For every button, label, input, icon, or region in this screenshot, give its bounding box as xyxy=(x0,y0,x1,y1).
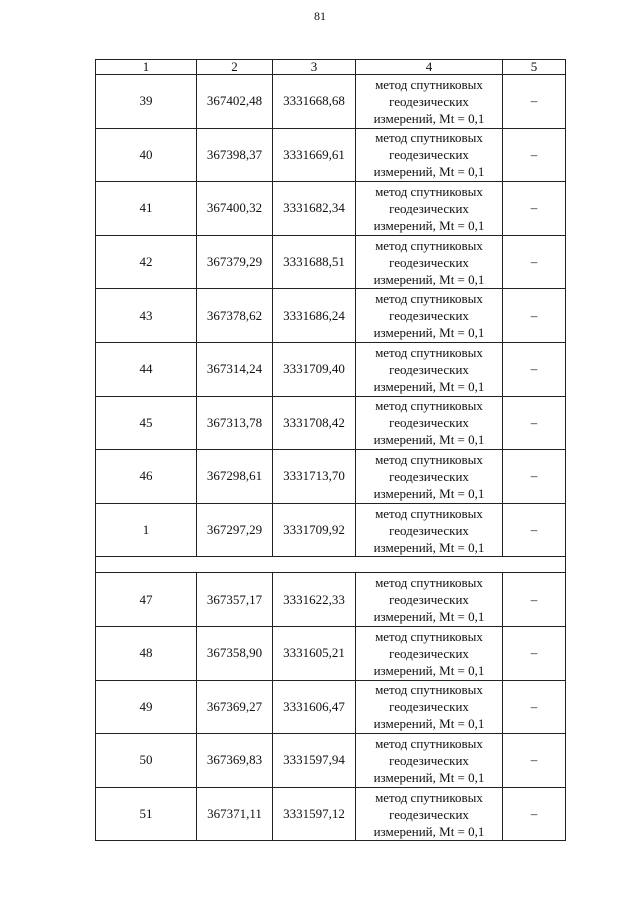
note-cell: – xyxy=(503,75,566,129)
table-row xyxy=(96,289,566,343)
method-line: метод спутниковых xyxy=(375,451,483,467)
method-line: измерений, Mt = 0,1 xyxy=(373,662,485,678)
method-line: геодезических xyxy=(389,200,469,216)
table-row xyxy=(96,75,566,129)
point-number-cell: 45 xyxy=(96,396,197,450)
table-row xyxy=(96,342,566,396)
method-line: геодезических xyxy=(389,468,469,484)
point-number-cell: 46 xyxy=(96,450,197,504)
method-line: измерений, Mt = 0,1 xyxy=(373,823,485,839)
method-cell xyxy=(356,734,503,788)
x-coordinate-cell: 367378,62 xyxy=(197,289,273,343)
method-line: метод спутниковых xyxy=(375,505,483,521)
y-coordinate-cell: 3331686,24 xyxy=(273,289,356,343)
x-coordinate-cell: 367369,83 xyxy=(197,734,273,788)
y-coordinate-cell: 3331622,33 xyxy=(273,573,356,627)
method-cell xyxy=(356,75,503,129)
point-number-cell: 1 xyxy=(96,503,197,557)
table-row xyxy=(96,680,566,734)
point-number-cell: 44 xyxy=(96,342,197,396)
method-line: метод спутниковых xyxy=(375,130,483,146)
method-cell xyxy=(356,573,503,627)
method-line: измерений, Mt = 0,1 xyxy=(373,217,485,233)
method-line: геодезических xyxy=(389,752,469,768)
x-coordinate-cell: 367297,29 xyxy=(197,503,273,557)
table-row xyxy=(96,503,566,557)
y-coordinate-cell: 3331605,21 xyxy=(273,626,356,680)
y-coordinate-cell: 3331682,34 xyxy=(273,182,356,236)
method-line: измерений, Mt = 0,1 xyxy=(373,609,485,625)
method-line: измерений, Mt = 0,1 xyxy=(373,164,485,180)
point-number-cell: 47 xyxy=(96,573,197,627)
method-cell xyxy=(356,680,503,734)
method-line: метод спутниковых xyxy=(375,575,483,591)
method-line: метод спутниковых xyxy=(375,735,483,751)
method-line: геодезических xyxy=(389,699,469,715)
x-coordinate-cell: 367379,29 xyxy=(197,235,273,289)
y-coordinate-cell: 3331713,70 xyxy=(273,450,356,504)
point-number-cell: 42 xyxy=(96,235,197,289)
method-line: геодезических xyxy=(389,592,469,608)
table-row xyxy=(96,182,566,236)
note-cell: – xyxy=(503,128,566,182)
separator-cell xyxy=(96,557,566,573)
table-row xyxy=(96,396,566,450)
note-cell: – xyxy=(503,396,566,450)
header-col-5: 5 xyxy=(503,60,566,75)
y-coordinate-cell: 3331708,42 xyxy=(273,396,356,450)
x-coordinate-cell: 367402,48 xyxy=(197,75,273,129)
header-col-1: 1 xyxy=(96,60,197,75)
method-line: метод спутниковых xyxy=(375,76,483,92)
method-line: геодезических xyxy=(389,93,469,109)
method-line: геодезических xyxy=(389,254,469,270)
y-coordinate-cell: 3331669,61 xyxy=(273,128,356,182)
table-body xyxy=(96,75,566,841)
note-cell: – xyxy=(503,182,566,236)
method-cell xyxy=(356,128,503,182)
method-line: измерений, Mt = 0,1 xyxy=(373,110,485,126)
method-cell xyxy=(356,182,503,236)
point-number-cell: 43 xyxy=(96,289,197,343)
table-row xyxy=(96,626,566,680)
header-col-4: 4 xyxy=(356,60,503,75)
method-cell xyxy=(356,396,503,450)
header-col-2: 2 xyxy=(197,60,273,75)
method-line: метод спутниковых xyxy=(375,789,483,805)
note-cell: – xyxy=(503,235,566,289)
point-number-cell: 49 xyxy=(96,680,197,734)
note-cell: – xyxy=(503,450,566,504)
table-row xyxy=(96,128,566,182)
x-coordinate-cell: 367371,11 xyxy=(197,787,273,841)
note-cell: – xyxy=(503,573,566,627)
method-line: метод спутниковых xyxy=(375,291,483,307)
table-row xyxy=(96,787,566,841)
table-row xyxy=(96,734,566,788)
method-line: измерений, Mt = 0,1 xyxy=(373,485,485,501)
method-line: измерений, Mt = 0,1 xyxy=(373,271,485,287)
separator-row xyxy=(96,557,566,573)
note-cell: – xyxy=(503,503,566,557)
page-number: 81 xyxy=(314,9,326,23)
note-cell: – xyxy=(503,626,566,680)
method-line: измерений, Mt = 0,1 xyxy=(373,325,485,341)
method-line: геодезических xyxy=(389,308,469,324)
method-line: измерений, Mt = 0,1 xyxy=(373,539,485,555)
point-number-cell: 48 xyxy=(96,626,197,680)
method-line: измерений, Mt = 0,1 xyxy=(373,378,485,394)
method-line: геодезических xyxy=(389,645,469,661)
method-line: метод спутниковых xyxy=(375,682,483,698)
y-coordinate-cell: 3331709,92 xyxy=(273,503,356,557)
point-number-cell: 50 xyxy=(96,734,197,788)
point-number-cell: 51 xyxy=(96,787,197,841)
x-coordinate-cell: 367369,27 xyxy=(197,680,273,734)
table-row xyxy=(96,573,566,627)
x-coordinate-cell: 367398,37 xyxy=(197,128,273,182)
point-number-cell: 39 xyxy=(96,75,197,129)
method-cell xyxy=(356,235,503,289)
y-coordinate-cell: 3331688,51 xyxy=(273,235,356,289)
x-coordinate-cell: 367298,61 xyxy=(197,450,273,504)
note-cell: – xyxy=(503,680,566,734)
x-coordinate-cell: 367314,24 xyxy=(197,342,273,396)
y-coordinate-cell: 3331668,68 xyxy=(273,75,356,129)
method-line: геодезических xyxy=(389,806,469,822)
y-coordinate-cell: 3331606,47 xyxy=(273,680,356,734)
point-number-cell: 40 xyxy=(96,128,197,182)
method-cell xyxy=(356,342,503,396)
method-cell xyxy=(356,626,503,680)
y-coordinate-cell: 3331709,40 xyxy=(273,342,356,396)
method-line: измерений, Mt = 0,1 xyxy=(373,432,485,448)
note-cell: – xyxy=(503,289,566,343)
note-cell: – xyxy=(503,342,566,396)
y-coordinate-cell: 3331597,94 xyxy=(273,734,356,788)
method-line: метод спутниковых xyxy=(375,398,483,414)
x-coordinate-cell: 367313,78 xyxy=(197,396,273,450)
method-line: геодезических xyxy=(389,522,469,538)
method-cell xyxy=(356,503,503,557)
note-cell: – xyxy=(503,734,566,788)
x-coordinate-cell: 367357,17 xyxy=(197,573,273,627)
y-coordinate-cell: 3331597,12 xyxy=(273,787,356,841)
method-line: метод спутниковых xyxy=(375,183,483,199)
header-row xyxy=(96,60,566,75)
table-row xyxy=(96,235,566,289)
method-line: геодезических xyxy=(389,147,469,163)
coordinates-table xyxy=(95,59,566,841)
method-line: метод спутниковых xyxy=(375,344,483,360)
point-number-cell: 41 xyxy=(96,182,197,236)
method-line: измерений, Mt = 0,1 xyxy=(373,769,485,785)
method-cell xyxy=(356,450,503,504)
method-cell xyxy=(356,289,503,343)
method-line: измерений, Mt = 0,1 xyxy=(373,716,485,732)
method-line: метод спутниковых xyxy=(375,237,483,253)
note-cell: – xyxy=(503,787,566,841)
x-coordinate-cell: 367358,90 xyxy=(197,626,273,680)
header-col-3: 3 xyxy=(273,60,356,75)
x-coordinate-cell: 367400,32 xyxy=(197,182,273,236)
method-line: метод спутниковых xyxy=(375,628,483,644)
table-row xyxy=(96,450,566,504)
method-cell xyxy=(356,787,503,841)
method-line: геодезических xyxy=(389,361,469,377)
method-line: геодезических xyxy=(389,415,469,431)
